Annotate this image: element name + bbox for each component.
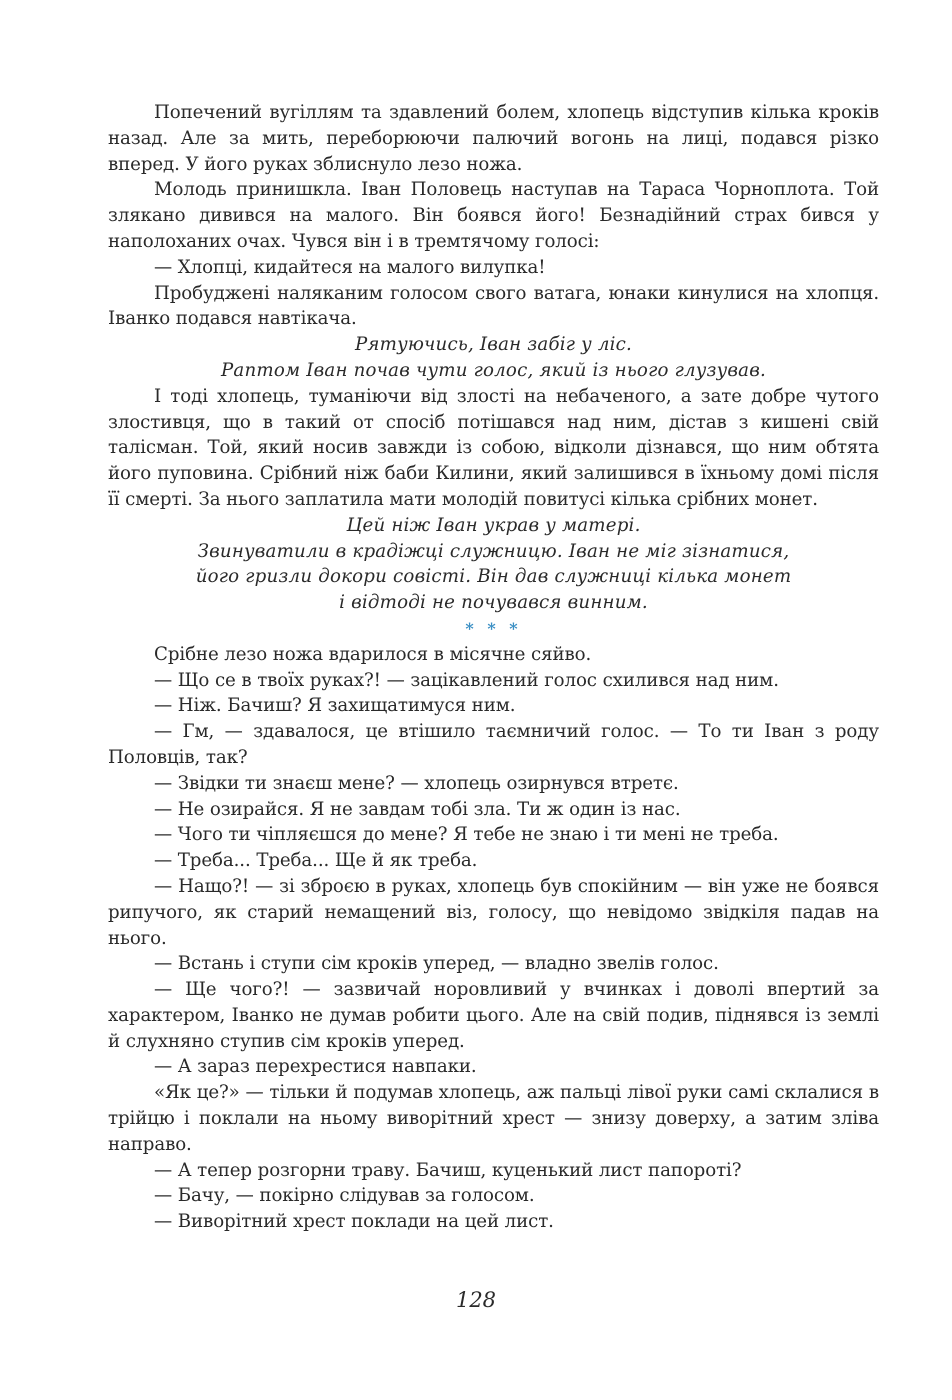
page-body: [108, 100, 879, 1235]
paragraph: І тоді хлопець, туманіючи від злості на небаченого, а зате добре чутого злостивця, що в такий от спосіб потішався над ним, дістав з кишені свій талісман. Той, який носив завжди із собою, відколи дізнався, що ним обтята його пуповина. Срібний ніж баби Килини, який залишився в їхньому домі після її смерті. За нього заплатила мати молодій повитусі кілька срібних монет.: [108, 385, 879, 510]
paragraph: — Хлопці, кидайтеся на малого вилупка!: [154, 256, 546, 278]
paragraph: — Що се в твоїх руках?! — зацікавлений голос схилився над ним.: [154, 669, 779, 691]
italic-line: його гризли докори совісті. Він дав служниці кілька монет: [195, 566, 792, 588]
italic-line: Раптом Іван почав чути голос, який із нього глузував.: [220, 359, 766, 381]
paragraph: — Ніж. Бачиш? Я захищатимуся ним.: [154, 695, 516, 717]
paragraph: — Виворітний хрест поклади на цей лист.: [154, 1211, 554, 1233]
paragraph: — Не озирайся. Я не завдам тобі зла. Ти ж один із нас.: [154, 798, 681, 820]
page-number: 128: [455, 1288, 497, 1312]
paragraph: Срібне лезо ножа вдарилося в місячне сяйво.: [154, 643, 592, 665]
paragraph: Молодь принишкла. Іван Половець наступав на Тараса Чорноплота. Той злякано дивився на малого. Він боявся його! Безнадійний страх бився у наполоханих очах. Чувся він і в тремтячому голосі:: [108, 179, 879, 252]
paragraph: — Треба... Треба... Ще й як треба.: [154, 850, 478, 872]
paragraph: Попечений вугіллям та здавлений болем, хлопець відступив кілька кроків назад. Але за мить, переборюючи палючий вогонь на лиці, подався різко вперед. У його руках зблиснуло лезо ножа.: [108, 102, 879, 175]
paragraph: — Звідки ти знаєш мене? — хлопець озирнувся втретє.: [154, 772, 679, 794]
paragraph: — Нащо?! — зі зброєю в руках, хлопець був спокійним — він уже не боявся рипучого, як старий немащений віз, голосу, що невідомо звідкіля падав на нього.: [108, 875, 879, 949]
italic-line: Цей ніж Іван украв у матері.: [346, 514, 641, 536]
paragraph: — А тепер розгорни траву. Бачиш, куценький лист папороті?: [154, 1159, 742, 1181]
paragraph: — Гм, — здавалося, це втішило таємничий голос. — То ти Іван з роду Половців, так?: [108, 721, 879, 768]
italic-line: Рятуючись, Іван забіг у ліс.: [354, 334, 633, 356]
italic-line: Звинуватили в крадіжці служницю. Іван не міг зізнатися,: [197, 540, 790, 562]
paragraph: — Ще чого?! — зазвичай норовливий у вчинках і доволі впертий за характером, Іванко не думав робити цього. Але на свій подив, піднявся із землі й слухняно ступив сім кроків уперед.: [108, 979, 879, 1052]
paragraph: «Як це?» — тільки й подумав хлопець, аж пальці лівої руки самі склалися в трійцю і поклали на ньому виворітний хрест — знизу доверху, а затим зліва направо.: [108, 1082, 879, 1155]
section-separator: * * *: [465, 618, 522, 638]
paragraph: — А зараз перехрестися навпаки.: [154, 1056, 477, 1078]
paragraph: — Встань і ступи сім кроків уперед, — владно звелів голос.: [154, 953, 719, 975]
italic-line: і відтоді не почувався винним.: [339, 592, 648, 614]
paragraph: — Бачу, — покірно слідував за голосом.: [154, 1185, 535, 1207]
paragraph: — Чого ти чіпляєшся до мене? Я тебе не знаю і ти мені не треба.: [154, 824, 779, 846]
paragraph: Пробуджені наляканим голосом свого ватага, юнаки кинулися на хлопця. Іванко подався навтікача.: [108, 282, 879, 330]
